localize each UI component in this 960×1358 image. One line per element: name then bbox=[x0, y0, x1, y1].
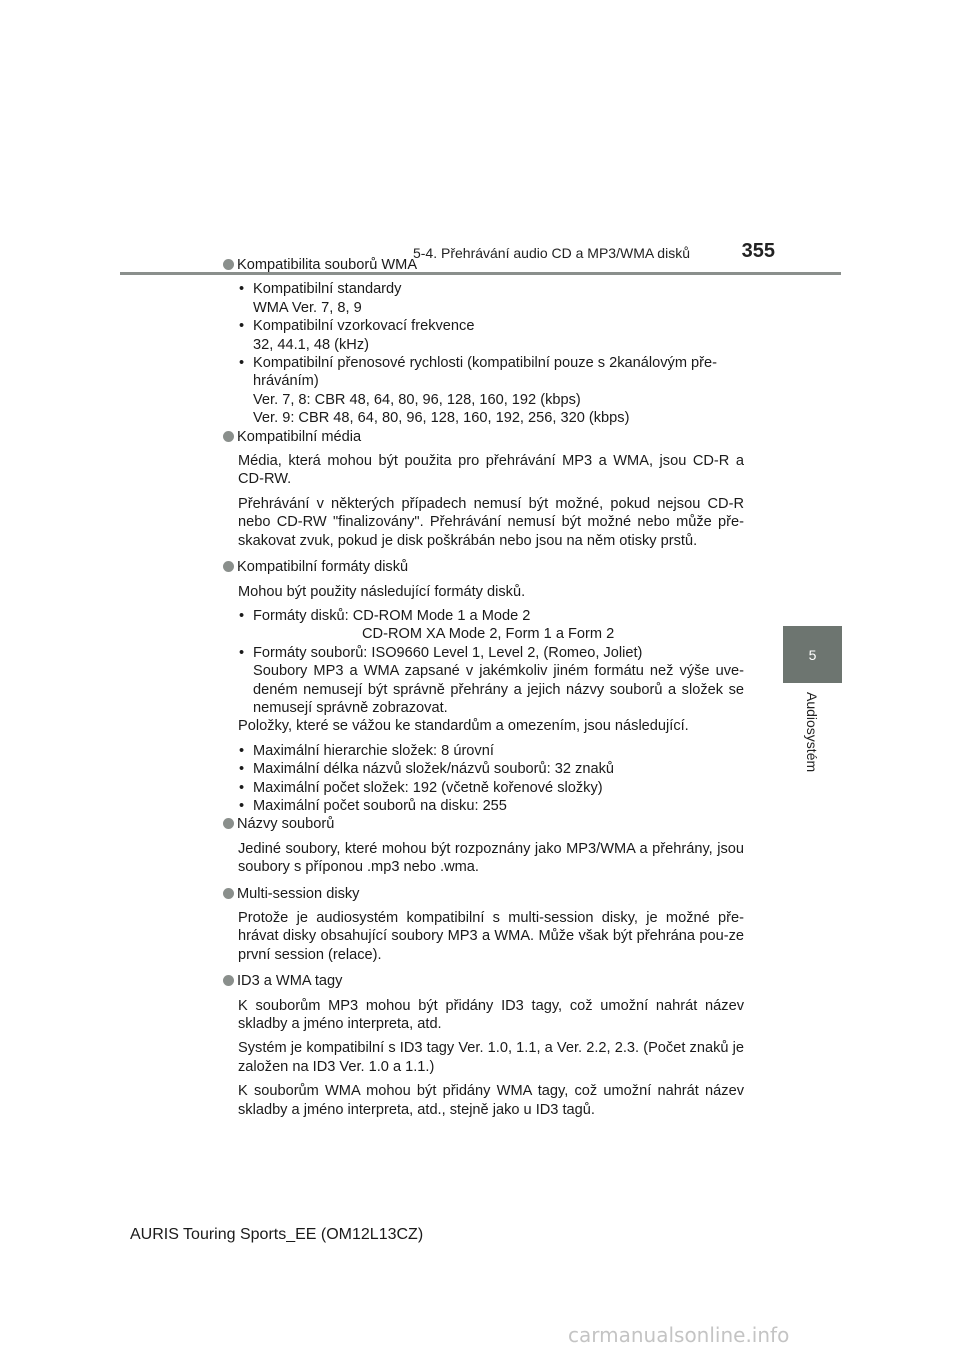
chapter-label: Audiosystém bbox=[804, 692, 820, 773]
section-heading bbox=[222, 558, 744, 576]
paragraph: Systém je kompatibilní s ID3 tagy Ver. 1.0, 1.1, a Ver. 2.2, 2.3. (Počet znaků je založen na ID3 Ver. 1.0 a 1.1.) bbox=[238, 1040, 744, 1075]
section-title: Kompatibilita souborů WMA bbox=[237, 257, 418, 273]
bullet-dot-icon bbox=[223, 431, 234, 442]
bullet-dot-icon bbox=[223, 975, 234, 986]
list-item: • Maximální hierarchie složek: 8 úrovní bbox=[239, 742, 494, 759]
section-heading bbox=[222, 885, 744, 903]
paragraph: K souborům WMA mohou být přidány WMA tagy, což umožní nahrát název skladby a jméno interpreta, atd., stejně jako u ID3 tagů. bbox=[238, 1083, 744, 1118]
watermark: carmanualsonline.info bbox=[568, 1323, 790, 1347]
section-heading bbox=[222, 972, 744, 990]
bullet-list bbox=[222, 607, 744, 717]
running-header: 5-4. Přehrávání audio CD a MP3/WMA disků bbox=[412, 245, 690, 261]
paragraph: K souborům MP3 mohou být přidány ID3 tagy, což umožní nahrát název skladby a jméno interpreta, atd. bbox=[238, 997, 744, 1033]
list-item: • Kompatibilní přenosové rychlosti (kompatibilní pouze s 2kanálovým pře- hráváním) Ver. 7, 8: CBR 48, 64, 80, 96, 128, 160, 192 (kbps) Ver. 9: CBR 48, 64, 80, 96, 128, 160, 192, 256, 320 (kbps) bbox=[239, 355, 717, 427]
section-heading bbox=[222, 256, 744, 274]
bullet-list bbox=[222, 742, 744, 816]
paragraph: Protože je audiosystém kompatibilní s multi-session disky, je možné pře-hrávat disky obsahující soubory MP3 a WMA. Může však být přehrána pou-ze první session (relace). bbox=[238, 910, 744, 963]
list-item: • Maximální počet souborů na disku: 255 bbox=[239, 797, 507, 814]
section-title: Kompatibilní média bbox=[237, 428, 362, 445]
chapter-number: 5 bbox=[808, 646, 817, 663]
section-heading bbox=[222, 815, 744, 833]
list-item: • Formáty disků: CD-ROM Mode 1 a Mode 2 CD-ROM XA Mode 2, Form 1 a Form 2 bbox=[239, 607, 615, 643]
section-title: ID3 a WMA tagy bbox=[237, 973, 343, 990]
bullet-dot-icon bbox=[223, 259, 234, 270]
list-item: • Formáty souborů: ISO9660 Level 1, Level 2, (Romeo, Joliet) Soubory MP3 a WMA zapsané v jakémkoliv jiném formátu než výše uve-deném nemusejí být správně přehrány a jejich názvy souborů a složek se nemusejí správně zobrazovat. bbox=[239, 644, 744, 716]
list-item: • Maximální počet složek: 192 (včetně kořenové složky) bbox=[239, 779, 603, 796]
page-content bbox=[222, 256, 744, 1119]
page-number: 355 bbox=[741, 240, 775, 262]
section-title: Kompatibilní formáty disků bbox=[237, 559, 409, 576]
section-title: Multi-session disky bbox=[237, 885, 360, 902]
chapter-tab bbox=[783, 626, 842, 683]
footer-manual-id: AURIS Touring Sports_EE (OM12L13CZ) bbox=[130, 1226, 424, 1243]
list-item: • Kompatibilní vzorkovací frekvence 32, 44.1, 48 (kHz) bbox=[239, 318, 475, 353]
list-item: • Kompatibilní standardy WMA Ver. 7, 8, 9 bbox=[239, 281, 402, 316]
paragraph: Položky, které se vážou ke standardům a omezením, jsou následující. bbox=[238, 718, 689, 735]
paragraph: Přehrávání v některých případech nemusí být možné, pokud nejsou CD-R nebo CD-RW "finalizovány". Přehrávání nemusí být možné nebo může pře-skakovat zvuk, pokud je disk poškrábán nebo jsou na něm otisky prstů. bbox=[238, 495, 744, 549]
list-item: • Maximální délka názvů složek/názvů souborů: 32 znaků bbox=[239, 761, 614, 778]
bullet-dot-icon bbox=[223, 561, 234, 572]
section-heading bbox=[222, 428, 744, 446]
section-title: Názvy souborů bbox=[237, 816, 335, 833]
bullet-list bbox=[222, 280, 744, 427]
paragraph: Jediné soubory, které mohou být rozpoznány jako MP3/WMA a přehrány, jsou soubory s příponou .mp3 nebo .wma. bbox=[238, 840, 744, 876]
bullet-dot-icon bbox=[223, 888, 234, 899]
paragraph: Média, která mohou být použita pro přehrávání MP3 a WMA, jsou CD-R a CD-RW. bbox=[238, 453, 744, 488]
bullet-dot-icon bbox=[223, 818, 234, 829]
paragraph: Mohou být použity následující formáty disků. bbox=[238, 583, 526, 600]
